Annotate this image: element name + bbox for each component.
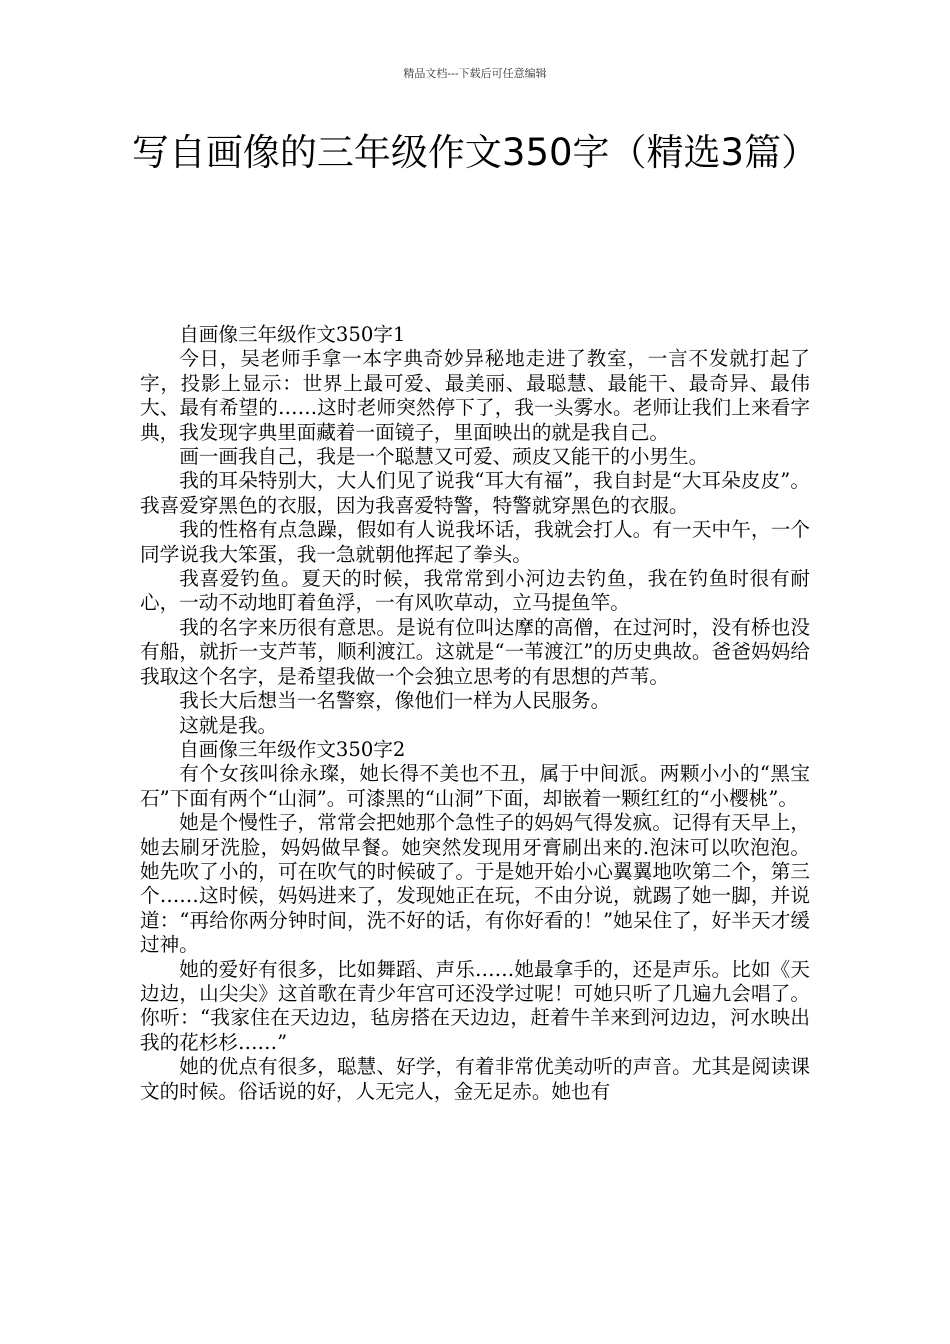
body-paragraph: 她的爱好有很多，比如舞蹈、声乐……她最拿手的，还是声乐。比如《天边边，山尖尖》这首歌在青少年宫可还没学过呢！可她只听了几遍九会唱了。你听：“我家住在天边边，毡房搭在天边边，赶着牛羊来到河边边，河水映出我的花杉杉……”: [140, 957, 810, 1054]
header-note: 精品文档---下载后可任意编辑: [403, 67, 547, 80]
body-paragraph: 这就是我。: [179, 713, 278, 737]
body-paragraph: 我的耳朵特别大，大人们见了说我“耳大有福”，我自封是“大耳朵皮皮”。我喜爱穿黑色的衣服，因为我喜爱特警，特警就穿黑色的衣服。: [140, 469, 810, 517]
body-paragraph: 她是个慢性子，常常会把她那个急性子的妈妈气得发疯。记得有天早上，她去刷牙洗脸，妈妈做早餐。她突然发现用牙膏刷出来的.泡沫可以吹泡泡。她先吹了小的，可在吹气的时候破了。于是她开始小心翼翼地吹第二个，第三个……这时候，妈妈进来了，发现她正在玩，不由分说，就踢了她一脚，并说道：“再给你两分钟时间，洗不好的话，有你好看的！”她呆住了，好半天才缓过神。: [140, 811, 810, 957]
body-paragraph: 我喜爱钓鱼。夏天的时候，我常常到小河边去钓鱼，我在钓鱼时很有耐心，一动不动地盯着鱼浮，一有风吹草动，立马提鱼竿。: [140, 567, 810, 615]
section-heading-1: 自画像三年级作文350字1: [179, 323, 406, 346]
body-paragraph: 我长大后想当一名警察，像他们一样为人民服务。: [179, 689, 611, 713]
body-paragraph: 有个女孩叫徐永璨，她长得不美也不丑，属于中间派。两颗小小的“黑宝石”下面有两个“山洞”。可漆黑的“山洞”下面，却嵌着一颗红红的“小樱桃”。: [140, 762, 810, 810]
body-paragraph: 我的名字来历很有意思。是说有位叫达摩的高僧，在过河时，没有桥也没有船，就折一支芦苇，顺利渡江。这就是“一苇渡江”的历史典故。爸爸妈妈给我取这个名字，是希望我做一个会独立思考的有思想的芦苇。: [140, 615, 810, 688]
section-heading-2: 自画像三年级作文350字2: [179, 737, 406, 761]
body-paragraph: 画一画我自己，我是一个聪慧又可爱、顽皮又能干的小男生。: [179, 445, 709, 469]
document-title: 写自画像的三年级作文350字（精选3篇）: [131, 131, 819, 174]
body-paragraph: 我的性格有点急躁，假如有人说我坏话，我就会打人。有一天中午，一个同学说我大笨蛋，我一急就朝他挥起了拳头。: [140, 518, 810, 566]
body-paragraph: 她的优点有很多，聪慧、好学，有着非常优美动听的声音。尤其是阅读课文的时候。俗话说的好，人无完人，金无足赤。她也有: [140, 1055, 810, 1103]
body-paragraph: 今日，吴老师手拿一本字典奇妙异秘地走进了教室，一言不发就打起了字，投影上显示：世界上最可爱、最美丽、最聪慧、最能干、最奇异、最伟大、最有希望的……这时老师突然停下了，我一头雾水。老师让我们上来看字典，我发现字典里面藏着一面镜子，里面映出的就是我自己。: [140, 347, 810, 444]
document-body: [140, 323, 810, 1104]
